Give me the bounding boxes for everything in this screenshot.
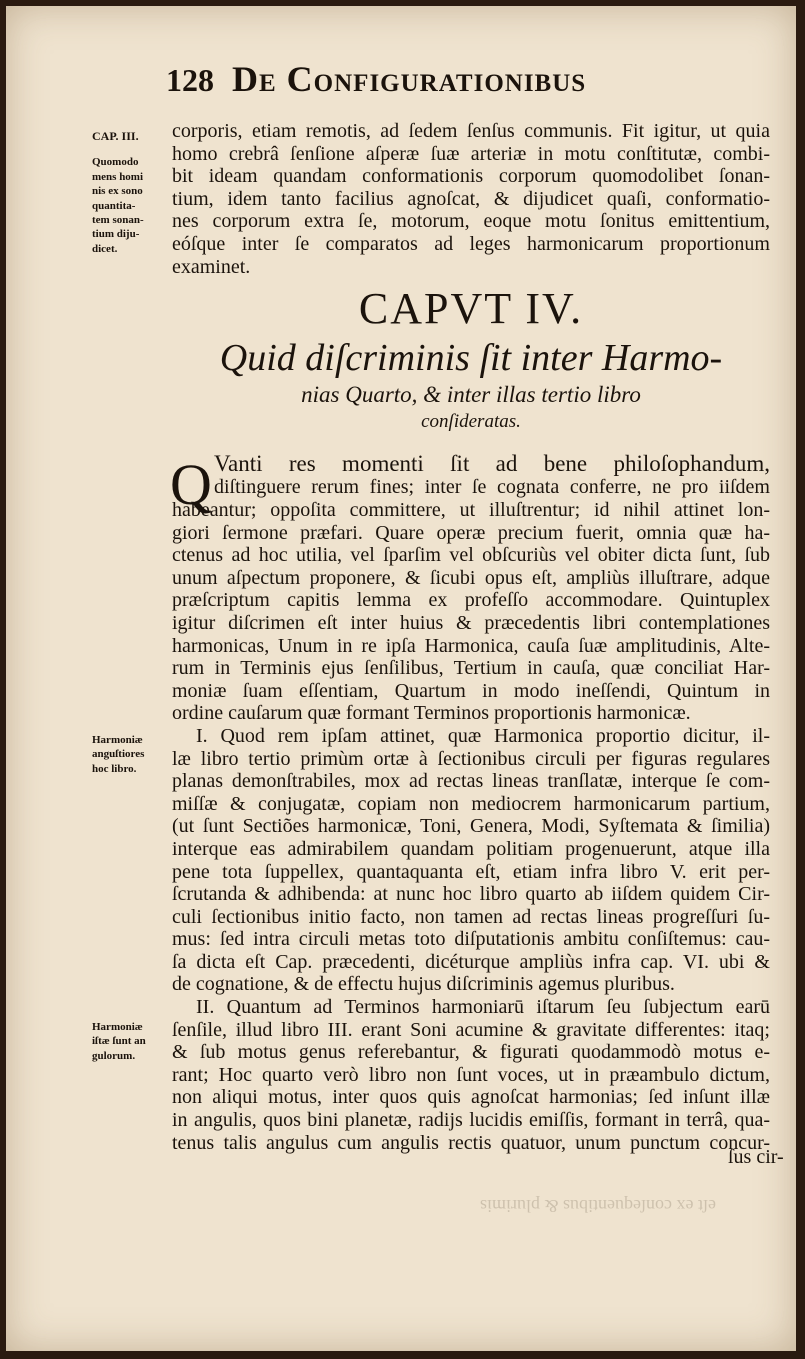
chapter-subtitle-line: Quid diſcriminis ſit inter Harmo- xyxy=(219,337,723,379)
text-line: ſa dicta eſt Cap. præcedenti, dicéturque ampliùs infra cap. VI. ubi & xyxy=(172,950,770,973)
book-page xyxy=(6,6,796,1351)
text-line: miſſæ & conjugatæ, copiam non mediocrem harmonicarum partium, xyxy=(172,792,770,815)
text-line: unum aſpectum proponere, & ſicubi opus eſt, ampliùs illuſtrare, adque xyxy=(172,566,770,589)
margin-note-line: iſtæ ſunt an xyxy=(92,1035,146,1048)
running-header xyxy=(166,58,726,104)
text-line: ordine cauſarum quæ formant Terminos proportionis harmonicæ. xyxy=(172,702,691,725)
margin-note-line: dicet. xyxy=(92,242,118,255)
margin-note-line: CAP. III. xyxy=(92,129,139,143)
margin-note-line: Harmoniæ xyxy=(92,1021,143,1033)
drop-cap: Q xyxy=(170,452,212,517)
text-line: eóſque inter ſe comparatos ad leges harmonicarum proportionum xyxy=(172,232,770,255)
margin-note-line: gulorum. xyxy=(92,1049,136,1062)
margin-note-harmoniae-angulorum xyxy=(92,1020,170,1063)
text-line: ctenus ad hoc utilia, vel ſparſim vel obſcuriùs vel obiter dicta ſunt, ſub xyxy=(172,544,770,567)
chapter-subtitle-line: nias Quarto, & inter illas tertio libro xyxy=(301,382,641,407)
text-line: de cognatione, & de effectu hujus diſcriminis agemus pluribus. xyxy=(172,973,675,996)
chapter-subtitle-line: conſideratas. xyxy=(421,411,521,432)
intro-paragraph xyxy=(172,120,770,278)
text-line: rum in Terminis ejus ſenſilibus, Tertium in cauſa, quæ conciliat Har- xyxy=(172,657,770,680)
page-number: 128 xyxy=(166,62,214,98)
text-line: præſcriptum capitis lemma ex profeſſo accommodare. Quintuplex xyxy=(172,589,770,612)
text-line: rant; Hoc quarto verò libro non ſunt voces, ut in præambulo dictum, xyxy=(172,1063,770,1086)
text-line: corporis, etiam remotis, ad ſedem ſenſus communis. Fit igitur, ut quia xyxy=(172,120,770,142)
catchword: ſus cir- xyxy=(728,1146,784,1168)
text-line: giori ſermone præfari. Quare operæ precium fuerit, omnia quæ ha- xyxy=(172,521,770,544)
text-line: II. Quantum ad Terminos harmoniarū iſtarum ſeu ſubjectum earū xyxy=(196,996,770,1019)
text-line: & ſub motus genus referebantur, & figurati quodammodò motus e- xyxy=(172,1041,770,1064)
margin-note-line: nis ex sono xyxy=(92,185,143,198)
running-title: De Configurationibus xyxy=(232,59,587,99)
margin-note-line: Quomodo xyxy=(92,156,139,169)
margin-note-line: mens homi xyxy=(92,170,144,183)
text-line: habeantur; oppoſita committere, ut illuſtrentur; id nihil attinet lon- xyxy=(172,499,770,521)
margin-note-line: Harmoniæ xyxy=(92,734,143,746)
bleed-through-text: eſt ex conſequentibus & plurimis xyxy=(480,1196,716,1216)
text-line: (ut ſunt Sectiões harmonicæ, Toni, Genera, Modi, Syſtemata & ſimilia) xyxy=(172,815,770,838)
body-paragraph xyxy=(172,499,770,1154)
text-line: non aliqui motus, inter quos quis agnoſcat harmonias; ſed inſunt illæ xyxy=(172,1086,770,1109)
margin-note-cap-iii xyxy=(92,129,170,256)
text-line: planas demonſtrabiles, mox ad rectas lineas tranſlatæ, interque ſe com- xyxy=(172,770,770,793)
text-line: bit ideam quandam conformationis corporum quomodolibet ſonan- xyxy=(172,165,770,188)
text-line: tium, idem tanto facilius agnoſcat, & dijudicet quaſi, conformatio- xyxy=(172,187,770,210)
text-line: interque eas admirabilem quandam politiam progenuerunt, atque illa xyxy=(172,837,770,860)
text-line: tenus talis angulus cum angulis rectis quatuor, unum punctum concur- xyxy=(172,1131,770,1154)
body-paragraph-opening xyxy=(214,453,770,498)
text-line: ſcrutanda & adhibenda: at nunc hoc libro quarto ab iiſdem quidem Cir- xyxy=(172,883,770,906)
text-line: examinet. xyxy=(172,255,251,278)
text-line: in angulis, quos bini planetæ, radijs lucidis emiſſis, formant in terrâ, qua- xyxy=(172,1109,770,1132)
margin-note-harmoniae-angustiores xyxy=(92,733,170,776)
text-line: moniæ ſuam eſſentiam, Quartum in modo ineſſendi, Quintum in xyxy=(172,679,770,702)
margin-note-line: anguſtiores xyxy=(92,748,145,761)
margin-note-line: tium diju- xyxy=(92,228,140,241)
text-line: culi ſectionibus initio facto, non tamen ad rectas lineas progreſſuri ſu- xyxy=(172,905,770,928)
text-line: igitur diſcrimen eſt inter huius & præcedentis libri contemplationes xyxy=(172,611,770,634)
chapter-title: CAPVT IV. xyxy=(358,284,584,333)
text-line: Vanti res momenti ſit ad bene philoſophandum, xyxy=(214,451,770,476)
text-line: I. Quod rem ipſam attinet, quæ Harmonica proportio dicitur, il- xyxy=(196,724,770,747)
text-line: læ libro tertio primùm ortæ à ſectionibus circuli per figuras regulares xyxy=(172,747,770,770)
text-line: ſenſile, illud libro III. erant Soni acumine & gravitate differentes: itaq; xyxy=(172,1018,770,1041)
text-line: diſtinguere rerum fines; inter ſe cognata conferre, ne pro iiſdem xyxy=(214,475,770,498)
margin-note-line: tem sonan- xyxy=(92,214,144,227)
text-line: mus: ſed intra circuli metas toto diſputationis ambitu conſiſtemus: cau- xyxy=(172,928,770,951)
text-line: harmonicas, Unum in re ipſa Harmonica, cauſa ſuæ amplitudinis, Alte- xyxy=(172,634,770,657)
text-line: nes corporum extra ſe, motorum, eoque motu ſonitus emittentium, xyxy=(172,210,770,233)
text-line: pene tota ſuppellex, quantaquanta eſt, etiam infra libro V. erit per- xyxy=(172,860,770,883)
margin-note-line: hoc libro. xyxy=(92,762,137,775)
margin-note-line: quantita- xyxy=(92,199,136,212)
text-line: homo crebrâ ſenſione aſperæ ſuæ arteriæ in motu conſtitutæ, combi- xyxy=(172,142,770,165)
